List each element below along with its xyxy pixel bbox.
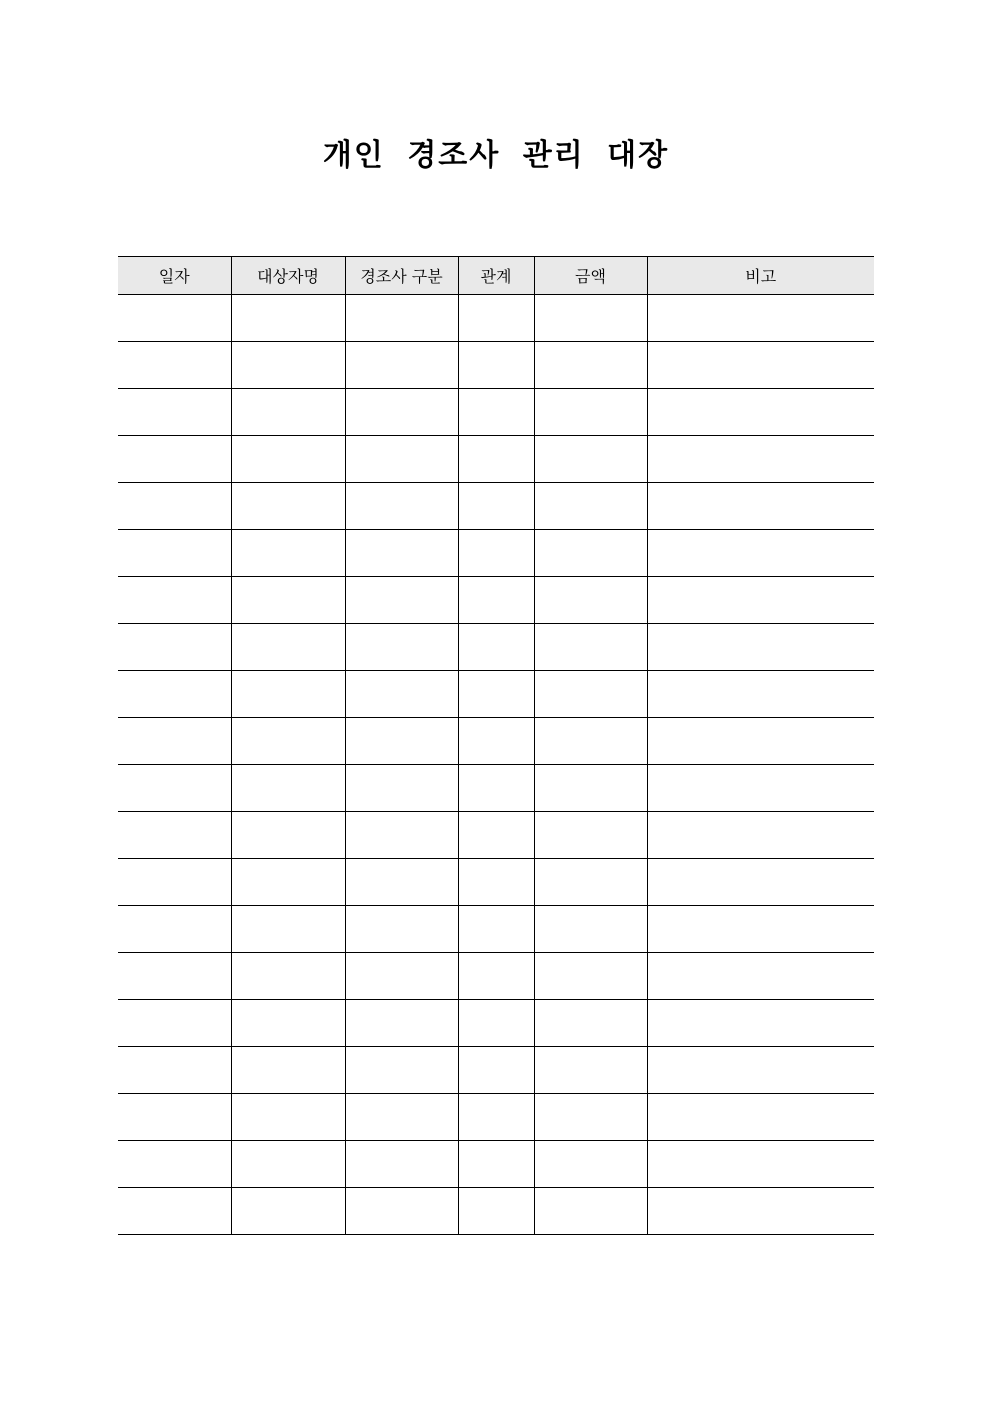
- cell-amount: [534, 1047, 647, 1094]
- table-row: [118, 342, 874, 389]
- cell-remarks: [647, 671, 874, 718]
- cell-amount: [534, 859, 647, 906]
- cell-amount: [534, 577, 647, 624]
- table-row: [118, 953, 874, 1000]
- cell-relationship: [458, 436, 534, 483]
- cell-relationship: [458, 577, 534, 624]
- cell-remarks: [647, 436, 874, 483]
- cell-person-name: [231, 953, 345, 1000]
- table-row: [118, 436, 874, 483]
- table-row: [118, 812, 874, 859]
- cell-date: [118, 812, 231, 859]
- table-row: [118, 1047, 874, 1094]
- header-relationship: 관계: [458, 257, 534, 295]
- cell-relationship: [458, 1047, 534, 1094]
- cell-person-name: [231, 1094, 345, 1141]
- table-row: [118, 577, 874, 624]
- header-date: 일자: [118, 257, 231, 295]
- cell-date: [118, 1000, 231, 1047]
- cell-person-name: [231, 1141, 345, 1188]
- table-row: [118, 1000, 874, 1047]
- table-row: [118, 671, 874, 718]
- cell-remarks: [647, 577, 874, 624]
- cell-remarks: [647, 530, 874, 577]
- cell-relationship: [458, 812, 534, 859]
- cell-relationship: [458, 1188, 534, 1235]
- cell-amount: [534, 1141, 647, 1188]
- cell-event-type: [345, 859, 458, 906]
- cell-relationship: [458, 906, 534, 953]
- cell-date: [118, 577, 231, 624]
- cell-event-type: [345, 342, 458, 389]
- cell-relationship: [458, 389, 534, 436]
- header-event-type: 경조사 구분: [345, 257, 458, 295]
- table-row: [118, 859, 874, 906]
- cell-amount: [534, 812, 647, 859]
- cell-person-name: [231, 342, 345, 389]
- cell-remarks: [647, 765, 874, 812]
- cell-relationship: [458, 765, 534, 812]
- header-remarks: 비고: [647, 257, 874, 295]
- header-amount: 금액: [534, 257, 647, 295]
- cell-event-type: [345, 671, 458, 718]
- cell-person-name: [231, 577, 345, 624]
- cell-remarks: [647, 483, 874, 530]
- cell-amount: [534, 1094, 647, 1141]
- table-row: [118, 483, 874, 530]
- cell-event-type: [345, 624, 458, 671]
- cell-date: [118, 295, 231, 342]
- cell-date: [118, 671, 231, 718]
- cell-remarks: [647, 389, 874, 436]
- cell-amount: [534, 483, 647, 530]
- cell-event-type: [345, 1141, 458, 1188]
- cell-amount: [534, 1188, 647, 1235]
- cell-person-name: [231, 812, 345, 859]
- cell-event-type: [345, 1094, 458, 1141]
- cell-amount: [534, 765, 647, 812]
- cell-date: [118, 342, 231, 389]
- cell-remarks: [647, 812, 874, 859]
- cell-amount: [534, 1000, 647, 1047]
- cell-relationship: [458, 1141, 534, 1188]
- cell-amount: [534, 906, 647, 953]
- cell-event-type: [345, 577, 458, 624]
- cell-amount: [534, 295, 647, 342]
- table-row: [118, 389, 874, 436]
- cell-relationship: [458, 483, 534, 530]
- cell-person-name: [231, 671, 345, 718]
- cell-person-name: [231, 765, 345, 812]
- cell-remarks: [647, 718, 874, 765]
- cell-remarks: [647, 295, 874, 342]
- cell-relationship: [458, 1094, 534, 1141]
- cell-relationship: [458, 295, 534, 342]
- table-header-row: [118, 257, 874, 295]
- cell-relationship: [458, 342, 534, 389]
- cell-relationship: [458, 953, 534, 1000]
- cell-amount: [534, 671, 647, 718]
- table-row: [118, 906, 874, 953]
- ledger-table: [118, 256, 874, 1235]
- cell-person-name: [231, 1188, 345, 1235]
- cell-relationship: [458, 530, 534, 577]
- table-row: [118, 624, 874, 671]
- cell-remarks: [647, 1188, 874, 1235]
- table-row: [118, 530, 874, 577]
- cell-event-type: [345, 1000, 458, 1047]
- cell-person-name: [231, 436, 345, 483]
- cell-relationship: [458, 671, 534, 718]
- cell-date: [118, 906, 231, 953]
- cell-remarks: [647, 624, 874, 671]
- cell-person-name: [231, 624, 345, 671]
- table-row: [118, 718, 874, 765]
- cell-remarks: [647, 906, 874, 953]
- cell-person-name: [231, 295, 345, 342]
- cell-event-type: [345, 765, 458, 812]
- cell-relationship: [458, 1000, 534, 1047]
- cell-amount: [534, 389, 647, 436]
- cell-amount: [534, 436, 647, 483]
- cell-event-type: [345, 812, 458, 859]
- cell-amount: [534, 624, 647, 671]
- cell-remarks: [647, 1047, 874, 1094]
- cell-amount: [534, 953, 647, 1000]
- cell-remarks: [647, 1141, 874, 1188]
- cell-amount: [534, 342, 647, 389]
- table-row: [118, 295, 874, 342]
- cell-event-type: [345, 389, 458, 436]
- cell-date: [118, 530, 231, 577]
- cell-date: [118, 1047, 231, 1094]
- cell-event-type: [345, 530, 458, 577]
- cell-person-name: [231, 1047, 345, 1094]
- table-row: [118, 765, 874, 812]
- cell-date: [118, 953, 231, 1000]
- cell-remarks: [647, 1000, 874, 1047]
- cell-date: [118, 1141, 231, 1188]
- cell-person-name: [231, 859, 345, 906]
- header-person-name: 대상자명: [231, 257, 345, 295]
- cell-person-name: [231, 1000, 345, 1047]
- table-row: [118, 1094, 874, 1141]
- cell-date: [118, 1188, 231, 1235]
- cell-date: [118, 765, 231, 812]
- table-body: [118, 295, 874, 1235]
- cell-person-name: [231, 530, 345, 577]
- cell-date: [118, 389, 231, 436]
- cell-remarks: [647, 953, 874, 1000]
- cell-date: [118, 718, 231, 765]
- cell-event-type: [345, 906, 458, 953]
- cell-event-type: [345, 295, 458, 342]
- cell-event-type: [345, 436, 458, 483]
- cell-date: [118, 859, 231, 906]
- cell-relationship: [458, 624, 534, 671]
- cell-person-name: [231, 389, 345, 436]
- cell-amount: [534, 718, 647, 765]
- cell-remarks: [647, 859, 874, 906]
- cell-remarks: [647, 342, 874, 389]
- cell-event-type: [345, 483, 458, 530]
- cell-event-type: [345, 1047, 458, 1094]
- cell-relationship: [458, 859, 534, 906]
- cell-remarks: [647, 1094, 874, 1141]
- cell-amount: [534, 530, 647, 577]
- cell-person-name: [231, 483, 345, 530]
- cell-date: [118, 436, 231, 483]
- cell-person-name: [231, 718, 345, 765]
- cell-date: [118, 483, 231, 530]
- cell-date: [118, 624, 231, 671]
- table-row: [118, 1188, 874, 1235]
- cell-relationship: [458, 718, 534, 765]
- cell-event-type: [345, 953, 458, 1000]
- cell-person-name: [231, 906, 345, 953]
- table-row: [118, 1141, 874, 1188]
- cell-event-type: [345, 1188, 458, 1235]
- cell-date: [118, 1094, 231, 1141]
- cell-event-type: [345, 718, 458, 765]
- document-title: 개인 경조사 관리 대장: [322, 138, 670, 173]
